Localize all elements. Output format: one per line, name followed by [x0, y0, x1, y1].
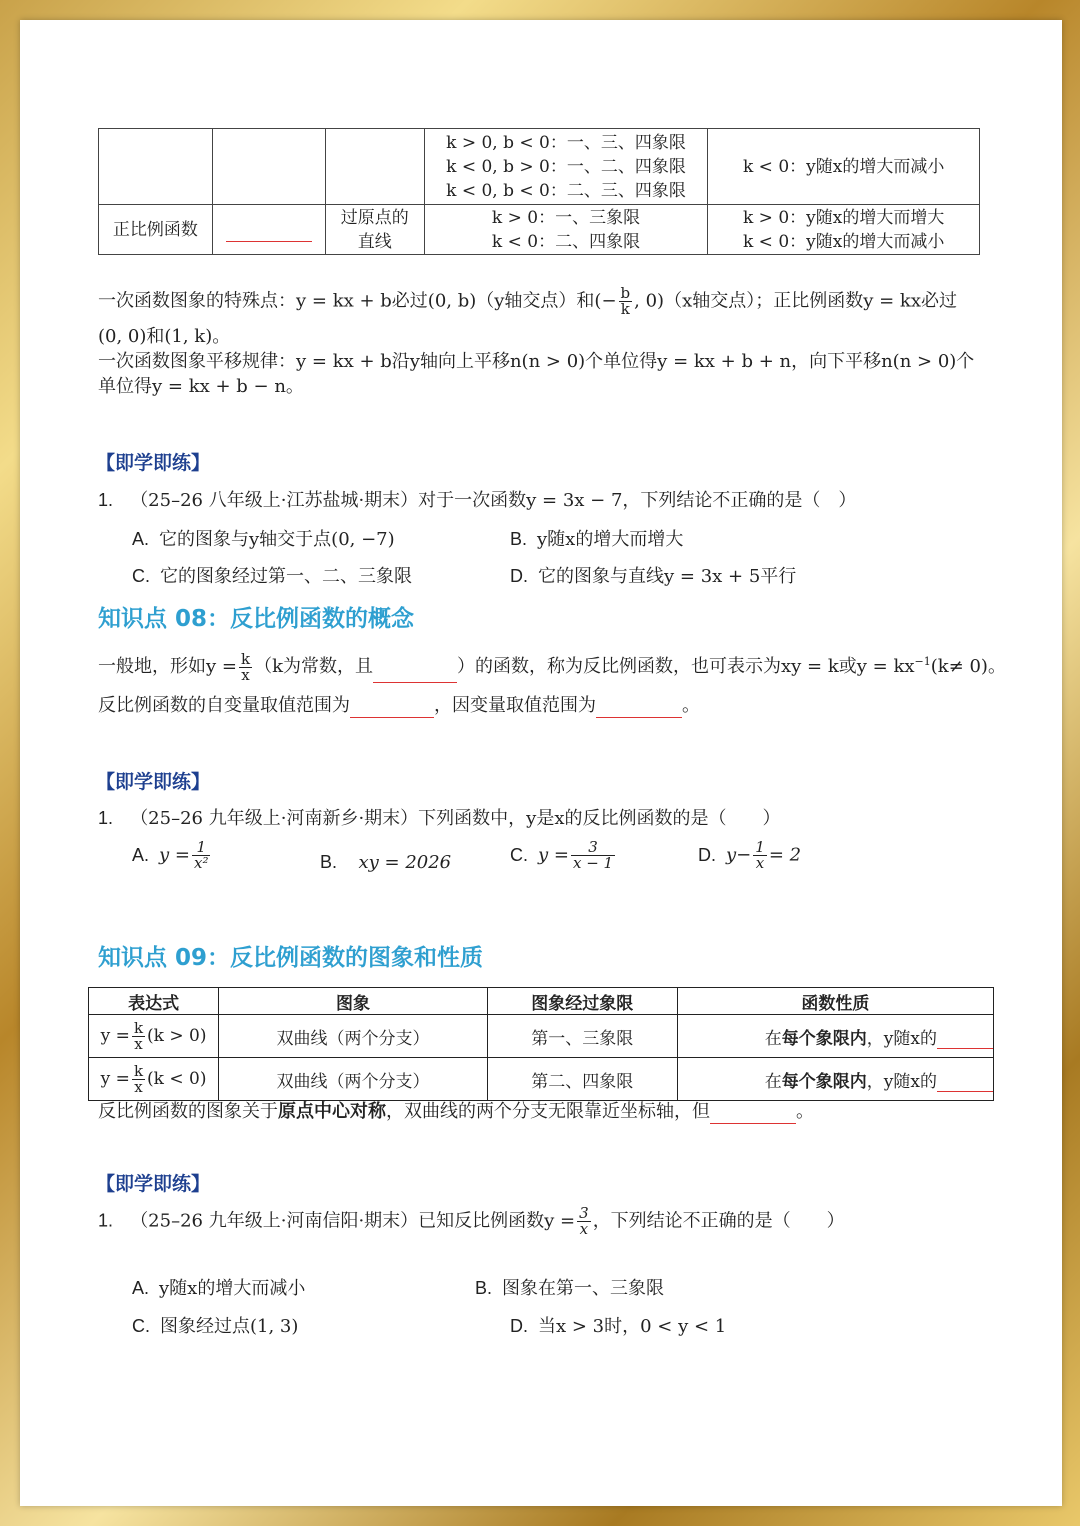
worksheet-page [20, 20, 1062, 1506]
table-row [99, 205, 980, 255]
property-cell: k < 0：y随x的增大而减小 [708, 129, 980, 205]
table-row: y = $\frac{k}{x}$ (k > 0) 双曲线（两个分支） 第一、三象限 在每个象限内，y随x的 [89, 1015, 994, 1058]
practice-heading: 【即学即练】 [96, 1173, 211, 1195]
question-1: 1. （25–26 八年级上·江苏盐城·期末）对于一次函数y = 3x − 7，下列结论不正确的是（ ） [98, 490, 857, 511]
fraction: $\frac{k}{x}$ [240, 649, 251, 684]
option-a[interactable]: A. y随x的增大而减小 [132, 1278, 306, 1299]
inverse-properties-table [88, 987, 994, 1101]
practice-heading: 【即学即练】 [96, 452, 211, 474]
quadrant-cell: k > 0：一、三象限 k < 0：二、四象限 [424, 205, 708, 255]
expression-blank-cell [212, 205, 325, 255]
option-d[interactable]: D. 当x > 3时，0 < y < 1 [510, 1316, 727, 1337]
option-b[interactable]: B. xy = 2026 [320, 852, 452, 873]
answer-blank[interactable] [596, 697, 682, 718]
answer-blank[interactable] [350, 697, 434, 718]
option-c[interactable]: C. 图象经过点(1, 3) [132, 1316, 299, 1337]
option-b[interactable]: B. 图象在第一、三象限 [475, 1278, 665, 1299]
option-b[interactable]: B. y随x的增大而增大 [510, 529, 684, 550]
option-d[interactable]: D. y− $\frac{1}{x}$ = 2 [698, 838, 802, 872]
special-points-text: 一次函数图象的特殊点：y = kx + b必过(0, b)（y轴交点）和(− $\frac{b}{k}$ , 0)（x轴交点）；正比例函数y = kx必过 [98, 284, 957, 318]
question-3: 1. （25–26 九年级上·河南信阳·期末）已知反比例函数y = $\frac{3}{x}$ ，下列结论不正确的是（ ） [98, 1204, 845, 1238]
option-d[interactable]: D. 它的图象与直线y = 3x + 5平行 [510, 566, 797, 587]
table-header-row: 表达式 图象 图象经过象限 函数性质 [89, 988, 994, 1015]
inverse-domain-text: 反比例函数的自变量取值范围为 ，因变量取值范围为 。 [98, 695, 700, 716]
special-points-text-2: (0, 0)和(1, k)。 [98, 326, 231, 347]
function-name-cell: 正比例函数 [99, 205, 213, 255]
question-2: 1. （25–26 九年级上·河南新乡·期末）下列函数中，y是x的反比例函数的是（ ） [98, 808, 781, 829]
section-title-kp08: 知识点 08：反比例函数的概念 [98, 606, 415, 632]
symmetry-text: 反比例函数的图象关于原点中心对称，双曲线的两个分支无限靠近坐标轴，但 。 [98, 1101, 814, 1122]
fraction: $\frac{b}{k}$ [620, 284, 631, 318]
graph-cell: 过原点的 直线 [325, 205, 424, 255]
answer-blank[interactable] [226, 221, 312, 242]
table-row [99, 129, 980, 205]
option-c[interactable]: C. 它的图象经过第一、二、三象限 [132, 566, 412, 587]
option-a[interactable]: A. 它的图象与y轴交于点(0, −7) [132, 529, 395, 550]
answer-blank[interactable] [710, 1103, 796, 1124]
answer-blank[interactable] [937, 1028, 993, 1049]
answer-blank[interactable] [373, 662, 457, 683]
translation-rule-text: 一次函数图象平移规律：y = kx + b沿y轴向上平移n(n > 0)个单位得y = kx + b + n，向下平移n(n > 0)个 [98, 351, 975, 372]
answer-blank[interactable] [937, 1071, 993, 1092]
option-c[interactable]: C. y = $\frac{3}{x - 1}$ [510, 838, 614, 872]
property-cell: k > 0：y随x的增大而增大 k < 0：y随x的增大而减小 [708, 205, 980, 255]
practice-heading: 【即学即练】 [96, 771, 211, 793]
quadrant-cell: k > 0, b < 0：一、三、四象限 k < 0, b > 0：一、二、四象限 k < 0, b < 0：二、三、四象限 [424, 129, 708, 205]
linear-function-table [98, 128, 980, 255]
option-a[interactable]: A. y = $\frac{1}{\text{x²}}$ [132, 838, 209, 872]
section-title-kp09: 知识点 09：反比例函数的图象和性质 [98, 945, 484, 971]
translation-rule-text-2: 单位得y = kx + b − n。 [98, 376, 304, 397]
table-row: y = $\frac{k}{x}$ (k < 0) 双曲线（两个分支） 第二、四象限 在每个象限内，y随x的 [89, 1058, 994, 1101]
inverse-definition-text: 一般地，形如y = $\frac{k}{x}$ （k为常数，且 ）的函数，称为反比例函数，也可表示为xy = k或$y = kx^{-1}(k\ne 0)$。 [98, 649, 1006, 684]
